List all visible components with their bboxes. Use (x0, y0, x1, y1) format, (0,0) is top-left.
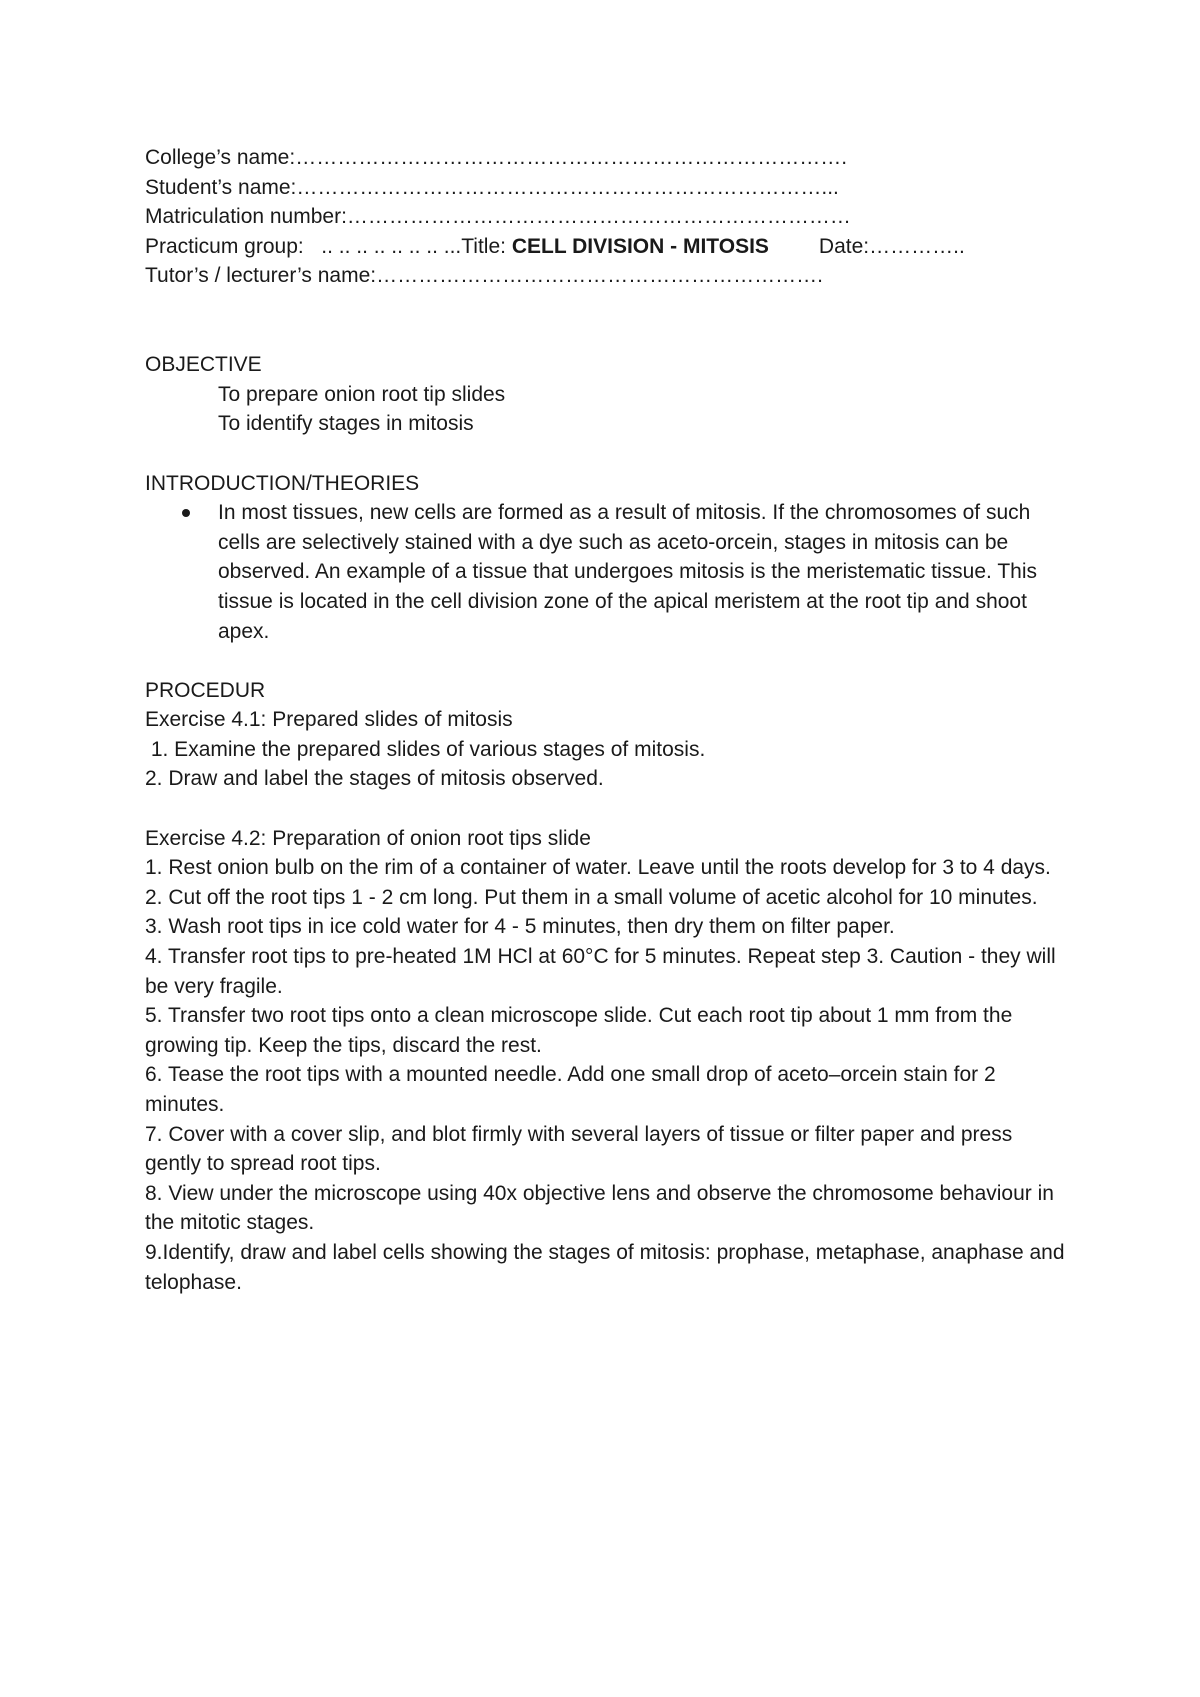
exercise-step: 8. View under the microscope using 40x objective lens and observe the chromosome behaviour in the mitotic stages. (145, 1181, 1054, 1235)
objective-section (145, 350, 1075, 439)
introduction-text: In most tissues, new cells are formed as a result of mitosis. If the chromosomes of such cells are selectively stained with a dye such as aceto-orcein, stages in mitosis can be observed. An example of a tissue that undergoes mitosis is the meristematic tissue. This tissue is located in the cell division zone of the apical meristem at the root tip and shoot apex. (218, 501, 1037, 643)
date-field: Date:………….. (818, 234, 965, 258)
exercise-step: 1. Rest onion bulb on the rim of a container of water. Leave until the roots develop for 3 to 4 days. (145, 856, 1051, 880)
exercise-title: Exercise 4.2: Preparation of onion root tips slide (145, 826, 591, 850)
exercise-step: 6. Tease the root tips with a mounted needle. Add one small drop of aceto–orcein stain for 2 minutes. (145, 1063, 996, 1116)
exercise-title: Exercise 4.1: Prepared slides of mitosis (145, 708, 513, 732)
procedure-section (145, 676, 1075, 1297)
exercise-4-2 (145, 824, 1075, 1298)
practicum-title-date-line (145, 232, 1075, 262)
header-form (145, 143, 1075, 291)
document-page (145, 143, 1075, 1297)
tutor-name-field: Tutor’s / lecturer’s name:………………………………………………………. (145, 264, 823, 288)
procedure-heading: PROCEDUR (145, 678, 266, 702)
exercise-step: 9.Identify, draw and label cells showing the stages of mitosis: prophase, metaphase, anaphase and telophase. (145, 1240, 1065, 1294)
exercise-step: 2. Cut off the root tips 1 - 2 cm long. Put them in a small volume of acetic alcohol for 10 minutes. (145, 885, 1038, 909)
exercise-step: 4. Transfer root tips to pre-heated 1M HCl at 60°C for 5 minutes. Repeat step 3. Caution - they will be very fragile. (145, 945, 1056, 998)
document-title: CELL DIVISION - MITOSIS (511, 234, 769, 258)
objective-item: To identify stages in mitosis (218, 412, 474, 436)
exercise-step: 2. Draw and label the stages of mitosis observed. (145, 767, 604, 791)
student-name-field: Student’s name:…………………………………………………………………... (145, 175, 839, 199)
bullet-icon (182, 509, 190, 517)
college-name-field: College’s name:……………………………………………………………………. (145, 146, 848, 169)
introduction-heading: INTRODUCTION/THEORIES (145, 471, 420, 495)
exercise-step: 7. Cover with a cover slip, and blot firmly with several layers of tissue or filter paper and press gently to spread root tips. (145, 1122, 1013, 1176)
exercise-step: 5. Transfer two root tips onto a clean microscope slide. Cut each root tip about 1 mm from the growing tip. Keep the tips, discard the rest. (145, 1004, 1013, 1057)
practicum-group-field: Practicum group: .. .. .. .. .. .. .. ...Title: (145, 234, 512, 258)
exercise-step: 1. Examine the prepared slides of various stages of mitosis. (145, 737, 706, 761)
matriculation-number-field: Matriculation number:……………………………………………………………… (145, 205, 851, 229)
objective-heading: OBJECTIVE (145, 353, 262, 377)
exercise-step: 3. Wash root tips in ice cold water for 4 - 5 minutes, then dry them on filter paper. (145, 915, 895, 939)
introduction-bullet (145, 498, 1075, 646)
introduction-section (145, 469, 1075, 647)
exercise-4-1 (145, 705, 1075, 794)
objective-item: To prepare onion root tip slides (218, 382, 506, 406)
